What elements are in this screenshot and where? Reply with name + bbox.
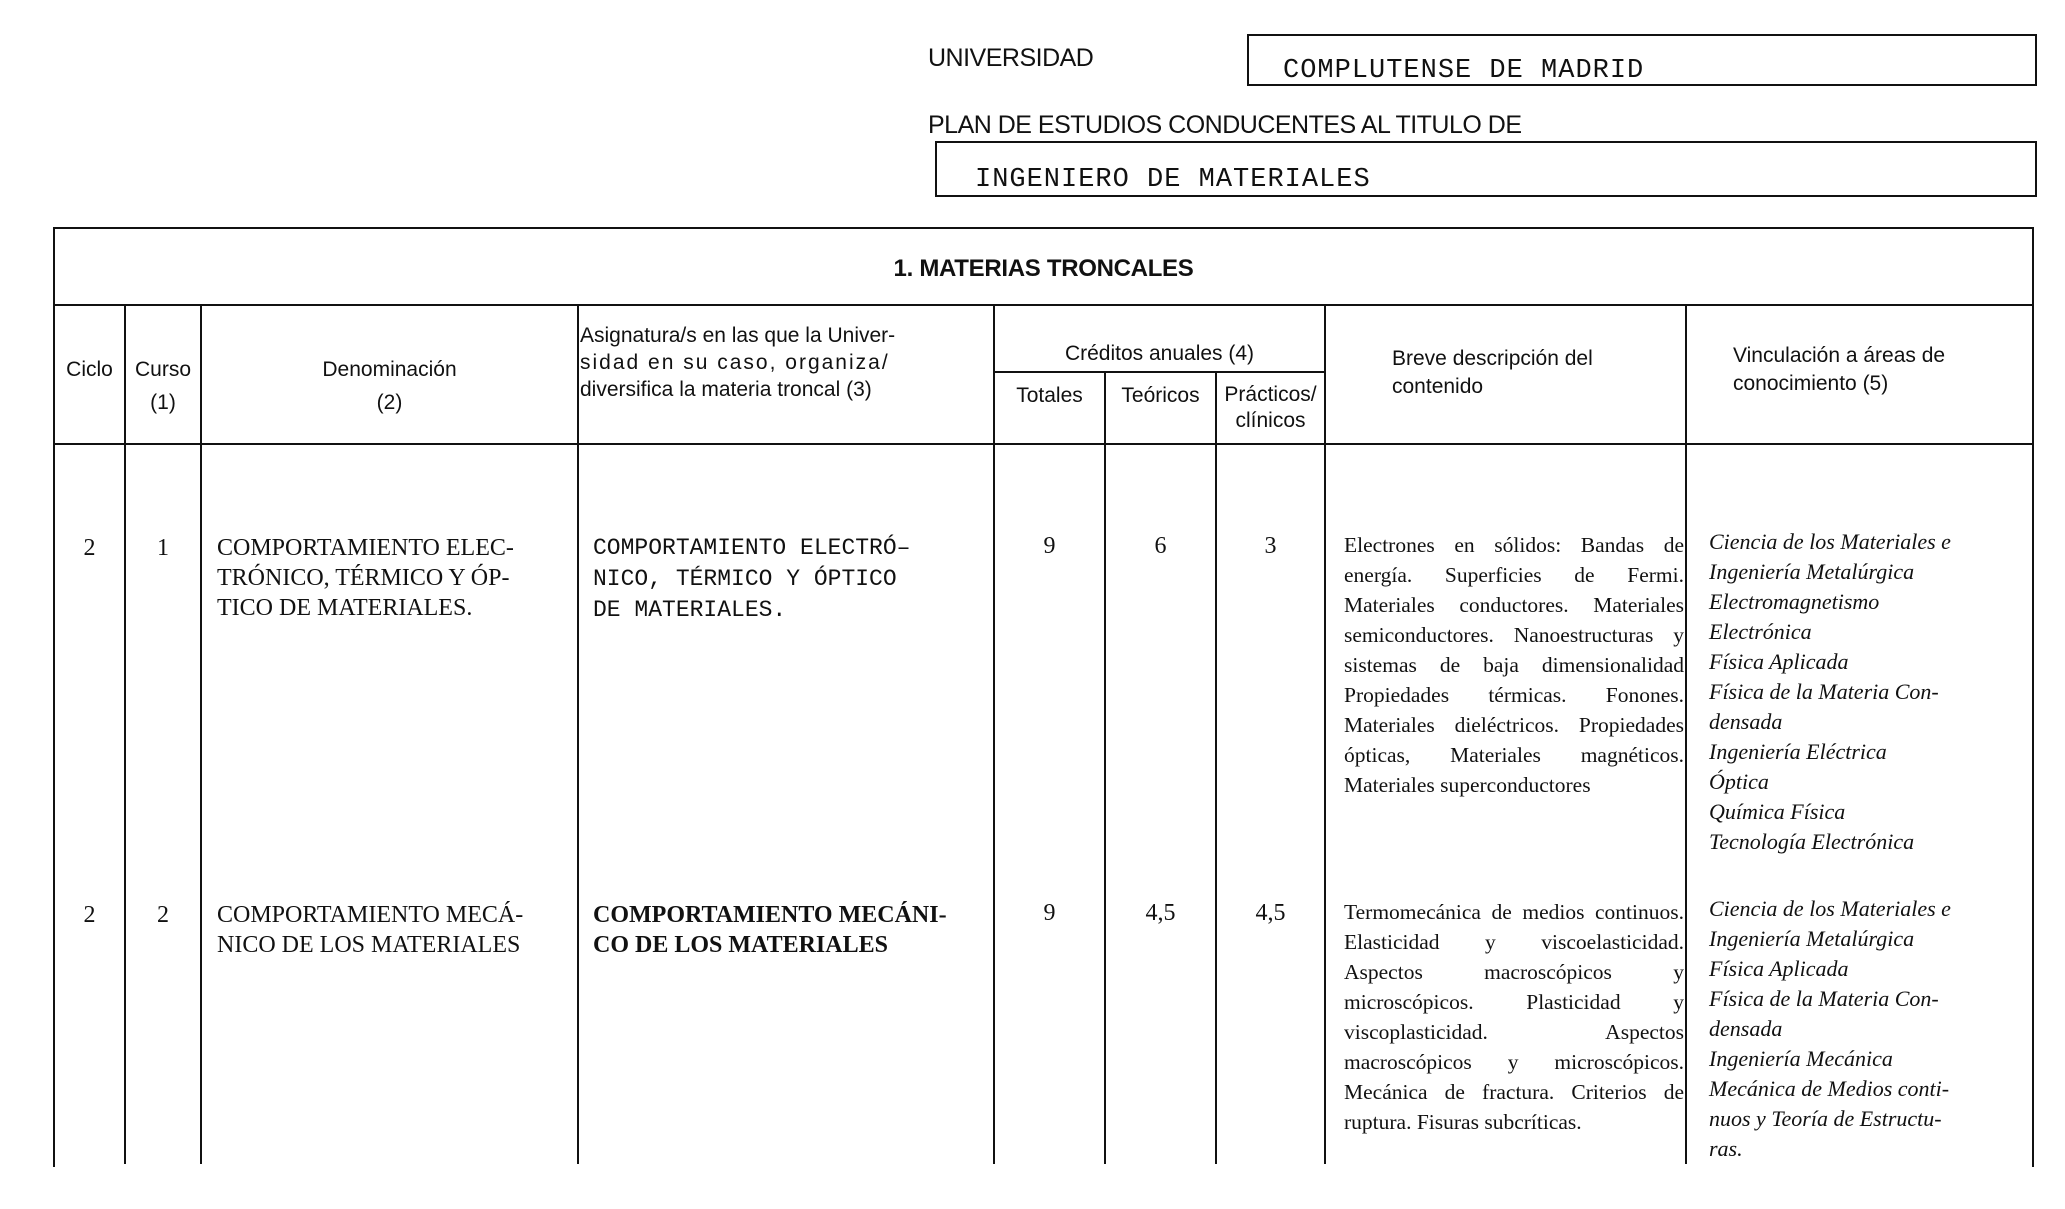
header-practicos-line: Prácticos/ — [1224, 383, 1317, 406]
header-curso-line: Curso — [134, 358, 192, 381]
header-teoricos: Teóricos — [1121, 384, 1200, 407]
header-asignatura-line: Asignatura/s en las que la Univer- — [580, 324, 896, 347]
row-1-vinculacion — [1709, 527, 2009, 857]
row-2-asignatura-line: CO DE LOS MATERIALES — [593, 932, 888, 958]
row-2-area: Mecánica de Medios conti- — [1709, 1076, 1950, 1101]
titulo-box — [935, 141, 2037, 197]
row-2-area: densada — [1709, 1016, 1783, 1041]
row-1-curso: 1 — [157, 535, 169, 561]
row-2-denominacion — [217, 900, 523, 960]
col-rule — [1104, 371, 1106, 1164]
universidad-box — [1247, 34, 2037, 86]
row-1-totales: 9 — [1043, 533, 1056, 559]
header-denominacion-line: Denominación — [322, 358, 457, 381]
row-1-area: densada — [1709, 709, 1783, 734]
row-1-area: Ingeniería Metalúrgica — [1709, 559, 1915, 584]
row-2-descripcion: Termomecánica de medios continuos. Elasticidad y viscoelasticidad. Aspectos macroscópicos y microscópicos. Plasticidad y viscoplasticidad. Aspectos macroscópicos y microscópicos. Mecánica de fractura. Criterios de ruptura. Fisuras subcríticas. — [1344, 900, 1684, 1134]
title-divider — [53, 304, 2034, 306]
header-ciclo: Ciclo — [66, 358, 113, 381]
table-title: 1. MATERIAS TRONCALES — [893, 255, 1194, 282]
col-rule — [1685, 304, 1687, 1164]
row-2-denominacion-line: NICO DE LOS MATERIALES — [217, 932, 521, 958]
titulo-value: INGENIERO DE MATERIALES — [975, 165, 1371, 195]
col-rule — [200, 304, 202, 1164]
row-2-teoricos: 4,5 — [1145, 900, 1176, 926]
header-asignatura — [580, 322, 993, 403]
col-rule — [124, 304, 126, 1164]
row-2-denominacion-line: COMPORTAMIENTO MECÁ- — [217, 902, 524, 928]
header-practicos — [1217, 382, 1324, 434]
row-1-asignatura-line: DE MATERIALES. — [593, 597, 787, 623]
row-1-denominacion-line: COMPORTAMIENTO ELEC- — [217, 535, 514, 561]
row-1-denominacion — [217, 533, 514, 623]
row-2-area: ras. — [1709, 1136, 1743, 1161]
row-2-asignatura — [593, 900, 947, 960]
row-2-area: nuos y Teoría de Estructu- — [1709, 1106, 1942, 1131]
row-1-area: Tecnología Electrónica — [1709, 829, 1915, 854]
row-2-ciclo: 2 — [83, 902, 96, 928]
header-descripcion-line: Breve descripción del — [1392, 347, 1593, 370]
row-1-area: Electrónica — [1709, 619, 1812, 644]
row-2-area: Ciencia de los Materiales e — [1709, 896, 1951, 921]
header-divider — [53, 443, 2034, 445]
row-1-asignatura-line: COMPORTAMIENTO ELECTRÓ– — [593, 535, 911, 561]
col-rule — [1215, 371, 1217, 1164]
row-2-totales: 9 — [1043, 900, 1056, 926]
row-1-descripcion: Electrones en sólidos: Bandas de energía. Superficies de Fermi. Materiales conductores. Materiales semiconductores. Nanoestructuras y sistemas de baja dimensionalidad Propiedades térmicas. Fonones. Materiales dieléctricos. Propiedades ópticas, Materiales magnéticos. Materiales superconductores — [1344, 533, 1684, 797]
row-1-ciclo: 2 — [83, 535, 96, 561]
header-practicos-line: clínicos — [1235, 409, 1306, 432]
row-1-area: Óptica — [1709, 769, 1769, 794]
row-2-curso: 2 — [157, 902, 169, 928]
universidad-label: UNIVERSIDAD — [928, 44, 1094, 72]
header-asignatura-line: sidad en su caso, organiza/ — [580, 351, 890, 374]
row-2-area: Física de la Materia Con- — [1709, 986, 1939, 1011]
row-1-asignatura — [593, 533, 910, 626]
row-1-area: Física Aplicada — [1709, 649, 1849, 674]
row-1-asignatura-line: NICO, TÉRMICO Y ÓPTICO — [593, 566, 897, 592]
row-1-denominacion-line: TICO DE MATERIALES. — [217, 595, 473, 621]
plan-label: PLAN DE ESTUDIOS CONDUCENTES AL TITULO DE — [928, 111, 1522, 139]
row-2-practicos: 4,5 — [1255, 900, 1286, 926]
header-descripcion-line: contenido — [1392, 375, 1484, 398]
col-rule — [577, 304, 579, 1164]
row-2-area: Física Aplicada — [1709, 956, 1849, 981]
row-2-area: Ingeniería Metalúrgica — [1709, 926, 1915, 951]
header-denominacion — [202, 356, 577, 416]
row-1-denominacion-line: TRÓNICO, TÉRMICO Y ÓP- — [217, 565, 510, 591]
col-rule — [1324, 304, 1326, 1164]
header-denominacion-line: (2) — [376, 391, 403, 414]
header-totales: Totales — [1016, 384, 1083, 407]
row-1-area: Ciencia de los Materiales e — [1709, 529, 1951, 554]
row-1-area: Ingeniería Eléctrica — [1709, 739, 1887, 764]
header-curso-line: (1) — [150, 391, 176, 414]
header-asignatura-line: diversifica la materia troncal (3) — [580, 378, 872, 401]
row-2-vinculacion — [1709, 894, 2009, 1164]
header-curso — [126, 356, 200, 416]
header-descripcion — [1326, 345, 1685, 401]
header-vinculacion-line: conocimiento (5) — [1733, 372, 1889, 395]
row-1-area: Física de la Materia Con- — [1709, 679, 1939, 704]
row-1-teoricos: 6 — [1154, 533, 1167, 559]
row-2-asignatura-line: COMPORTAMIENTO MECÁNI- — [593, 902, 947, 928]
creditos-divider — [993, 371, 1324, 373]
header-vinculacion-line: Vinculación a áreas de — [1733, 344, 1946, 367]
row-1-area: Electromagnetismo — [1709, 589, 1880, 614]
row-2-area: Ingeniería Mecánica — [1709, 1046, 1893, 1071]
universidad-value: COMPLUTENSE DE MADRID — [1283, 56, 1645, 86]
col-rule — [993, 304, 995, 1164]
row-1-area: Química Física — [1709, 799, 1846, 824]
header-creditos: Créditos anuales (4) — [1064, 342, 1255, 365]
header-vinculacion — [1687, 342, 2032, 398]
row-1-practicos: 3 — [1264, 533, 1277, 559]
